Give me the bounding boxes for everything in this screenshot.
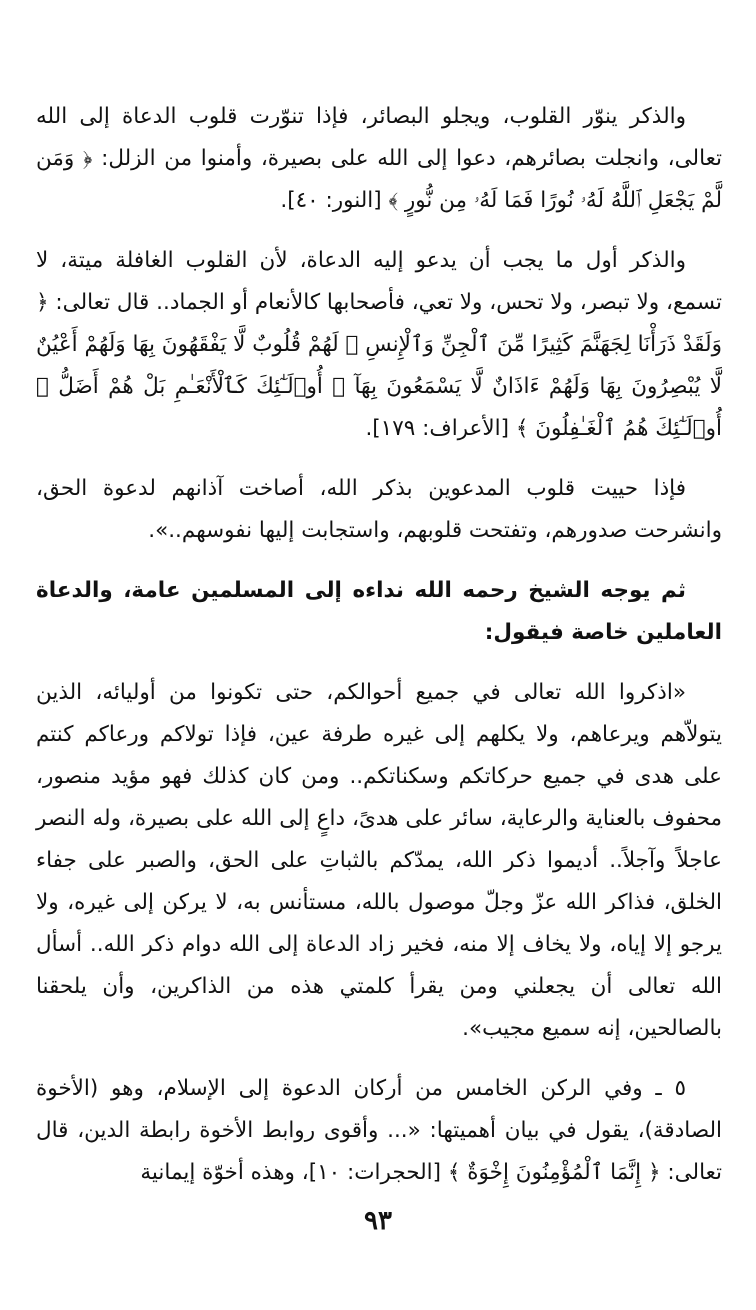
paragraph-quote-remember-allah: «اذكروا الله تعالى في جميع أحوالكم، حتى تكونوا من أوليائه، الذين يتولاّهم ويرعاهم، ولا يكلهم إلى غيره طرفة عين، فإذا تولاكم ورعاكم كنتم على هدى في جميع حركاتكم وسكناتكم.. ومن كان كذلك فهو مؤيد منصور، محفوف بالعناية والرعاية، سائر على هدىً، داعٍ إلى الله على بصيرة، وله النصر عاجلاً وآجلاً.. أديموا ذكر الله، يمدّكم بالثباتِ على الحق، والصبر على جفاء الخلق، فذاكر الله عزّ وجلّ موصول بالله، مستأنس به، لا يركن إلى غيره، ولا يرجو إلا إياه، ولا يخاف إلا منه، فخير زاد الدعاة إلى الله دوام ذكر الله.. أسأل الله تعالى أن يجعلني ومن يقرأ كلمتي هذه من الذاكرين، وأن يلحقنا بالصالحين، إنه سميع مجيب». <box>36 680 722 1041</box>
paragraph-sheikh-appeal: ثم يوجه الشيخ رحمه الله نداءه إلى المسلمين عامة، والدعاة العاملين خاصة فيقول: <box>36 578 722 645</box>
paragraph-dhikr-first-call: والذكر أول ما يجب أن يدعو إليه الدعاة، لأن القلوب الغافلة ميتة، لا تسمع، ولا تبصر، ولا تحس، ولا تعي، فأصحابها كالأنعام أو الجماد.. قال تعالى: ﴿ وَلَقَدْ ذَرَأْنَا لِجَهَنَّمَ كَثِيرًا مِّنَ ٱلْجِنِّ وَٱلْإِنسِ ۖ لَهُمْ قُلُوبٌ لَّا يَفْقَهُونَ بِهَا وَلَهُمْ أَعْيُنٌ لَّا يُبْصِرُونَ بِهَا وَلَهُمْ ءَاذَانٌ لَّا يَسْمَعُونَ بِهَآ ۚ أُو۟لَـٰٓئِكَ كَٱلْأَنْعَـٰمِ بَلْ هُمْ أَضَلُّ ۚ أُو۟لَـٰٓئِكَ هُمُ ٱلْغَـٰفِلُونَ ﴾ [الأعراف: ١٧٩]. <box>36 248 722 441</box>
page-number: ٩٣ <box>364 1206 392 1236</box>
paragraph-hearts-revived: فإذا حييت قلوب المدعوين بذكر الله، أصاخت آذانهم لدعوة الحق، وانشرحت صدورهم، وتفتحت قلوبهم، واستجابت إليها نفوسهم..». <box>36 476 722 543</box>
page-body <box>36 96 722 1212</box>
paragraph-fifth-pillar-brotherhood: ٥ ـ وفي الركن الخامس من أركان الدعوة إلى الإسلام، وهو (الأخوة الصادقة)، يقول في بيان أهميتها: «... وأقوى روابط الأخوة رابطة الدين، قال تعالى: ﴿ إِنَّمَا ٱلْمُؤْمِنُونَ إِخْوَةٌ ﴾ [الحجرات: ١٠]، وهذه أخوّة إيمانية <box>36 1076 722 1185</box>
paragraph-dhikr-lights-hearts: والذكر ينوّر القلوب، ويجلو البصائر، فإذا تنوّرت قلوب الدعاة إلى الله تعالى، وانجلت بصائرهم، دعوا إلى الله على بصيرة، وأمنوا من الزلل: ﴿ وَمَن لَّمْ يَجْعَلِ ٱللَّهُ لَهُۥ نُورًا فَمَا لَهُۥ مِن نُّورٍ ﴾ [النور: ٤٠]. <box>36 104 722 213</box>
